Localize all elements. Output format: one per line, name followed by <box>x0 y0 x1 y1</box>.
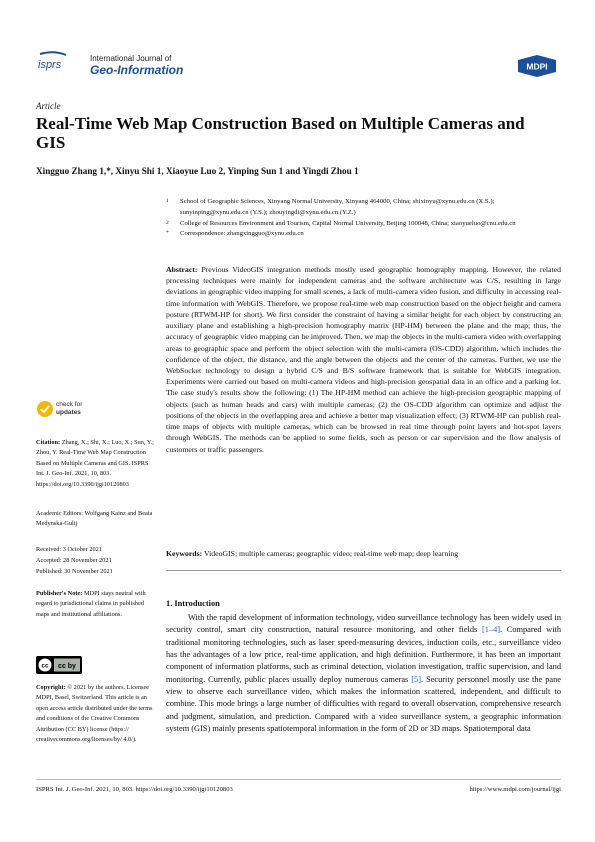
affiliation-text: Correspondence: zhangxingguo@xynu.edu.cn <box>180 230 304 238</box>
citation-block <box>36 438 154 490</box>
check-updates-label <box>56 401 82 417</box>
affiliations <box>166 197 561 240</box>
journal-name-line1: International Journal of <box>90 54 172 63</box>
license-badge-text: cc by <box>58 663 76 670</box>
article-type: Article <box>36 101 61 111</box>
intro-text-1: With the rapid development of information technology, video surveillance technology has been widely used in security control, smart city construction, natural resource monitoring, and other fields <box>166 613 561 635</box>
affiliation-text: College of Resources Environment and Tourism, Capital Normal University, Beijing 100048, China; xiaoyueluo@cnu.edu.cn <box>180 219 516 227</box>
cc-by-license-badge[interactable] <box>36 656 82 674</box>
received-date: Received: 3 October 2021 <box>36 546 102 553</box>
footer-divider <box>36 779 561 780</box>
citation-link[interactable]: [5] <box>411 674 421 684</box>
publisher-note-text: MDPI stays neutral with regard to jurisdictional claims in published maps and institutional affiliations. <box>36 590 146 618</box>
journal-name-line2: Geo-Information <box>90 63 184 77</box>
abstract <box>166 264 561 455</box>
divider <box>166 570 561 571</box>
affiliation-mark: * <box>166 230 169 237</box>
affiliation-1 <box>166 197 561 219</box>
affiliation-mark: 1 <box>166 198 169 204</box>
affiliation-text: School of Geographic Sciences, Xinyang Normal University, Xinyang 464000, China; shixinyu@xynu.edu.cn (X.S.); sunyinping@xynu.edu.cn (Y.S.); zhouyingdi@xynu.edu.cn (Y.Z.) <box>180 198 495 216</box>
keywords <box>166 548 561 559</box>
paper-title: Real-Time Web Map Construction Based on Multiple Cameras and GIS <box>36 114 525 152</box>
author-list: Xingguo Zhang 1,*, Xinyu Shi 1, Xiaoyue Luo 2, Yinping Sun 1 and Yingdi Zhou 1 <box>36 166 359 176</box>
copyright-block <box>36 683 154 746</box>
check-updates-line2: updates <box>56 409 81 416</box>
keywords-text: VideoGIS; multiple cameras; geographic video; real-time web map; deep learning <box>203 549 459 558</box>
affiliation-2 <box>166 219 561 230</box>
abstract-text: Previous VideoGIS integration methods mostly used geographic homography mapping. However, the related processing techniques were mainly for independent cameras and the software architecture was C/S, resulting in large deviations in geographic video mapping for small scenes, a lack of multi-camera video fusion, and difficulty in accessing real-time information with WebGIS. Therefore, we propose real-time web map construction based on the object height and camera posture (RTWM-HP for short). We first consider the constraint of having a similar height for each object by constructing an auxiliary plane and establishing a high-precision homography matrix (HP-HM) between the plane and the map; thus, the accuracy of geographic video mapping can be improved. Then, we map the objects in the multi-camera video with overlapping areas to geographic space and perform the object selection with the multi-camera (OS-CDD) algorithm, which includes the confidence of the object, the distance, and the angle between the objects and the center of the cameras. Further, we use the WebSocket technology to design a hybrid C/S and B/S software framework that is suitable for WebGIS integration. Experiments were carried out based on multi-camera videos and high-precision geospatial data in an office and a parking lot. The case study's results show the following: (1) The HP-HM method can achieve the high-precision geographic mapping of objects (such as human heads and cars) with multiple cameras; (2) the OS-CDD algorithm can optimize and adjust the positions of the objects in the overlapping area and achieve a better map visualization effect; (3) RTWM-HP can publish real-time maps of objects with multiple cameras, which can be browsed in real time through point layers and hot-spot layers through WebGIS. The methods can be applied to some fields, such as person or car supervision and the flow analysis of customers or traffic passengers. <box>166 265 561 454</box>
published-date: Published: 30 November 2021 <box>36 568 113 575</box>
copyright-label: Copyright: <box>36 684 66 691</box>
footer-journal-link[interactable]: https://www.mdpi.com/journal/ijgi <box>469 786 561 793</box>
mdpi-logo <box>516 55 558 77</box>
accepted-date: Accepted: 28 November 2021 <box>36 557 112 564</box>
section-heading: 1. Introduction <box>166 599 220 608</box>
publisher-note-label: Publisher's Note: <box>36 590 83 597</box>
academic-editors: Academic Editors: Wolfgang Kainz and Beata Medynska-Gulij <box>36 510 153 528</box>
citation-link[interactable]: [1–4] <box>481 625 501 635</box>
citation-label: Citation: <box>36 439 61 446</box>
isprs-logo-text: isprs <box>38 59 62 71</box>
keywords-label: Keywords: <box>166 549 203 558</box>
correspondence <box>166 229 561 240</box>
abstract-label: Abstract: <box>166 265 198 274</box>
check-updates-line1: check for <box>56 401 83 408</box>
intro-text-2: . Compared with traditional monitoring technologies, such as laser speed-measuring devices, induction coils, etc., surveillance video has the advantages of a low price, real-time application, and high definition. Furthermore, it has been an important component of information platforms, such as criminal detection, violation investigation, traffic supervision, and land monitoring. Currently, public places usually deploy numerous cameras <box>166 625 561 684</box>
intro-text-3: . Security personnel mostly use the pane view to observe each surveillance video, which makes the information scattered, independent, and difficult to combine. This mode brings a large number of difficulties with regard to overall observation, comprehensive research and judgment, simulation, and prediction. Compared with a video surveillance system, a geographic information system (GIS) mainly presents spatiotemporal information in the form of 2D or 3D maps. Spatiotemporal data <box>166 674 561 734</box>
svg-text:cc: cc <box>41 662 49 670</box>
check-updates-icon <box>36 400 54 418</box>
copyright-text: © 2021 by the authors. Licensee MDPI, Basel, Switzerland. This article is an open access article distributed under the terms and conditions of the Creative Commons Attribution (CC BY) license (https:// creativecommons.org/licenses/by/ 4.0/). <box>36 684 153 744</box>
footer-citation: ISPRS Int. J. Geo-Inf. 2021, 10, 803. https://doi.org/10.3390/ijgi10120803 <box>36 786 233 793</box>
affiliation-mark: 2 <box>166 219 169 226</box>
mdpi-logo-text: MDPI <box>526 61 548 72</box>
citation-text: Zhang, X.; Shi, X.; Luo, X.; Sun, Y.; Zhou, Y. Real-Time Web Map Construction Based on Multiple Cameras and GIS. ISPRS Int. J. Geo-Inf. 2021, 10, 803. https://doi.org/10.3390/ijgi10120803 <box>36 439 154 488</box>
publisher-note <box>36 589 154 620</box>
isprs-logo <box>36 50 90 72</box>
intro-paragraph <box>166 612 561 735</box>
